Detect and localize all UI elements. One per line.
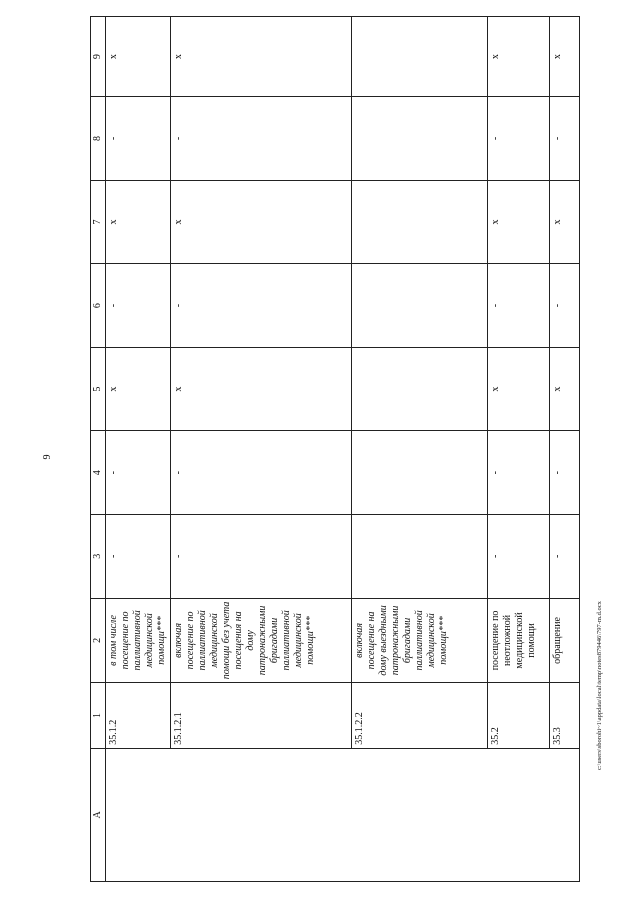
cell-col4: - (549, 431, 579, 515)
cell-col7 (351, 180, 487, 264)
cell-col9: х (487, 17, 549, 97)
cell-col8: - (549, 97, 579, 181)
cell-col3: - (549, 515, 579, 599)
cell-col7: х (106, 180, 171, 264)
row-name: посещение по неотложной медицинской помощи (487, 598, 549, 683)
cell-col6 (351, 264, 487, 348)
table-row (106, 17, 171, 882)
header-cell: 8 (91, 97, 106, 181)
cell-col9 (351, 17, 487, 97)
cell-col7: х (549, 180, 579, 264)
cell-col8 (351, 97, 487, 181)
cell-col5: х (487, 347, 549, 431)
rotated-table-wrapper (90, 16, 580, 882)
cell-col4 (351, 431, 487, 515)
header-cell: 3 (91, 515, 106, 599)
cell-col7: х (487, 180, 549, 264)
cell-col5 (351, 347, 487, 431)
cell-col4: - (487, 431, 549, 515)
footer-path-text: c:\users\sborohi~1\appdata\local\temp\notes879446\797-m.d.ocx (596, 601, 603, 770)
row-code: 35.3 (549, 683, 579, 748)
row-name: в том числе посещение по паллиативной медицинской помощи*** (106, 598, 171, 683)
row-code: 35.2 (487, 683, 549, 748)
cell-col4: - (106, 431, 171, 515)
cell-col3: - (171, 515, 351, 599)
cell-col3: - (487, 515, 549, 599)
cell-col4: - (171, 431, 351, 515)
cell-col5: х (106, 347, 171, 431)
cell-col6: - (171, 264, 351, 348)
row-name: включая посещение по паллиативной медицинской помощи без учета посещения на дому патронажными бригадами паллиативной медицинской помощи*** (171, 598, 351, 683)
cell-col5: х (549, 347, 579, 431)
section-a-cell (106, 748, 580, 881)
header-cell: 6 (91, 264, 106, 348)
row-name: обращение (549, 598, 579, 683)
row-name: включая посещение на дому выездными патронажными бригадами паллиативной медицинской помощи*** (351, 598, 487, 683)
cell-col6: - (549, 264, 579, 348)
cell-col3: - (106, 515, 171, 599)
cell-col6: - (487, 264, 549, 348)
cell-col9: х (171, 17, 351, 97)
header-cell: 1 (91, 683, 106, 748)
data-table (90, 16, 580, 882)
cell-col7: х (171, 180, 351, 264)
header-row (91, 17, 106, 882)
header-cell: 5 (91, 347, 106, 431)
header-cell: 9 (91, 17, 106, 97)
cell-col9: х (106, 17, 171, 97)
row-code: 35.1.2.2 (351, 683, 487, 748)
header-cell: 2 (91, 598, 106, 683)
cell-col3 (351, 515, 487, 599)
cell-col5: х (171, 347, 351, 431)
row-code: 35.1.2.1 (171, 683, 351, 748)
cell-col8: - (487, 97, 549, 181)
header-cell: 7 (91, 180, 106, 264)
cell-col8: - (171, 97, 351, 181)
cell-col6: - (106, 264, 171, 348)
cell-col8: - (106, 97, 171, 181)
header-cell: А (91, 748, 106, 881)
cell-col9: х (549, 17, 579, 97)
page-number: 9 (42, 454, 53, 460)
row-code: 35.1.2 (106, 683, 171, 748)
header-cell: 4 (91, 431, 106, 515)
